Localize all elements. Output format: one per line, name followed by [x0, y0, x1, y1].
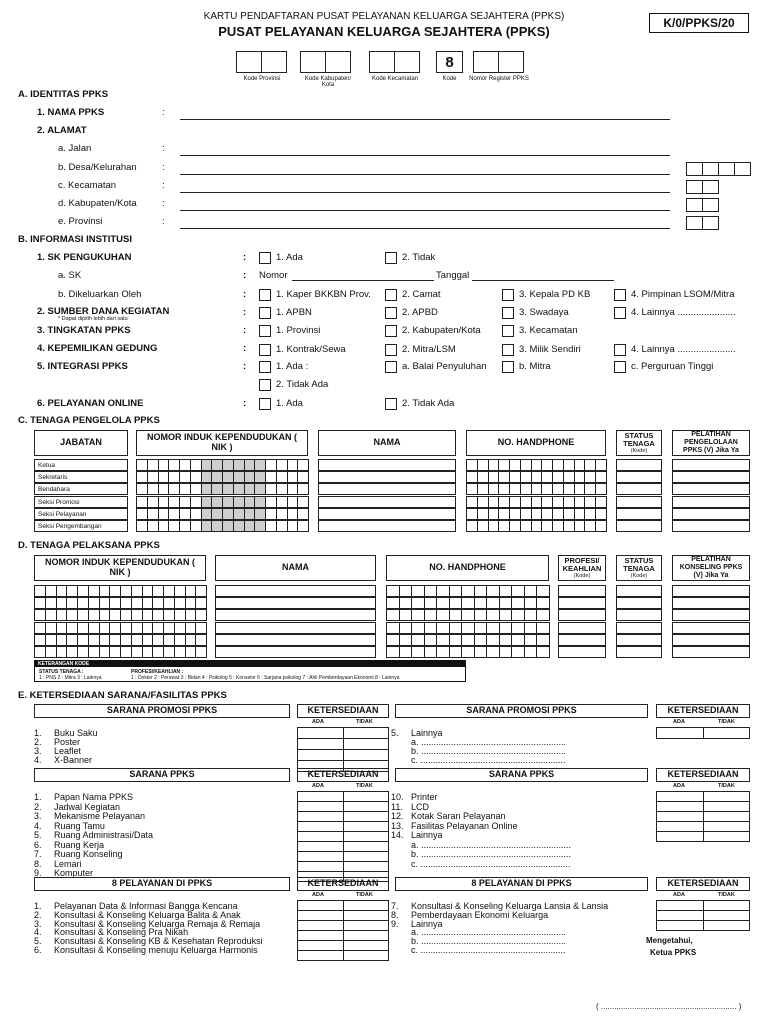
- e-item-number: 9.: [391, 918, 399, 929]
- tingkatan-kabupaten-label: 2. Kabupaten/Kota: [402, 325, 481, 336]
- tidak-label: TIDAK: [356, 783, 373, 789]
- integrasi-ada-checkbox[interactable]: [259, 361, 271, 373]
- integrasi-balai-checkbox[interactable]: [385, 361, 397, 373]
- e-item-label: Konsultasi & Konseling KB & Kesehatan Reproduksi: [54, 936, 263, 947]
- colon: :: [162, 198, 165, 209]
- sumber-swadaya-checkbox[interactable]: [502, 307, 514, 319]
- e-ketersediaan-header: KETERSEDIAAN: [297, 877, 389, 891]
- tingkatan-provinsi-checkbox[interactable]: [259, 325, 271, 337]
- d-row-profesi-input[interactable]: [558, 622, 606, 634]
- c-row-handphone-input[interactable]: [466, 483, 607, 495]
- kepemilikan-kontrak-checkbox[interactable]: [259, 344, 271, 356]
- e-item-label: Jadwal Kegiatan: [54, 801, 121, 812]
- tidak-label: TIDAK: [356, 892, 373, 898]
- d-row-pelatihan-input[interactable]: [672, 609, 750, 621]
- d-header-profesi: PROFESI/ KEAHLIAN (Kode): [558, 555, 606, 581]
- e-item-label: Kotak Saran Pelayanan: [411, 811, 506, 821]
- e-item-label: Konsultasi & Konseling Keluarga Lansia & Lansia: [411, 901, 609, 911]
- d-row-pelatihan-input[interactable]: [672, 634, 750, 646]
- e-item-label: Lainnya: [411, 918, 443, 929]
- d-row-pelatihan-input[interactable]: [672, 646, 750, 658]
- d-header-pelatihan: PELATIHAN KONSELING PPKS (V) Jika Ya: [672, 555, 750, 581]
- sumber-lainnya-label: 4. Lainnya ......................: [631, 307, 736, 318]
- c-row-jabatan: Seksi Promosi: [34, 496, 128, 508]
- c-row-pelatihan-input[interactable]: [672, 520, 750, 532]
- d-row-profesi-input[interactable]: [558, 646, 606, 658]
- c-row-nama-input[interactable]: [318, 508, 456, 520]
- e-item-label: Papan Nama PPKS: [54, 792, 134, 802]
- e-item-label: Konsultasi & Konseling Pra Nikah: [54, 927, 189, 938]
- c-row-nik-input[interactable]: [136, 508, 309, 520]
- ada-label: ADA: [673, 892, 685, 898]
- d-row-nik-input[interactable]: [34, 597, 207, 609]
- c-header-pelatihan: PELATIHAN PENGELOLAAN PPKS (V) Jika Ya: [672, 430, 750, 456]
- c-row-nama-input[interactable]: [318, 471, 456, 483]
- c-row-status-input[interactable]: [616, 508, 662, 520]
- e-sarana-header-right: SARANA PPKS: [395, 768, 648, 782]
- tingkatan-provinsi-label: 1. Provinsi: [276, 325, 321, 336]
- e-ketersediaan-header: KETERSEDIAAN: [656, 704, 750, 718]
- d-row-status-input[interactable]: [616, 646, 662, 658]
- sumber-apbd-checkbox[interactable]: [385, 307, 397, 319]
- d-row-nama-input[interactable]: [215, 609, 376, 621]
- c-row-jabatan: Ketua: [34, 459, 128, 471]
- tidak-cell[interactable]: [343, 950, 390, 961]
- kabupaten-field[interactable]: [180, 210, 670, 211]
- tidak-label: TIDAK: [718, 892, 735, 898]
- e-item-label: Ruang Konseling: [54, 849, 123, 859]
- e-item-number: 8.: [34, 858, 42, 869]
- integrasi-tidak-checkbox[interactable]: [259, 379, 271, 391]
- label-kode-provinsi: Kode Provinsi: [243, 76, 281, 82]
- nama-ppks-field[interactable]: [180, 119, 670, 120]
- tingkatan-label: 3. TINGKATAN PPKS: [37, 325, 131, 336]
- ada-label: ADA: [312, 783, 324, 789]
- e-item-number: 5.: [391, 728, 399, 738]
- e-item-label: Printer: [411, 792, 438, 802]
- e-availability-grid[interactable]: [297, 901, 389, 961]
- ada-cell[interactable]: [656, 727, 704, 739]
- e-item-other[interactable]: a. ..........................................................: [411, 737, 567, 747]
- dikeluarkan-kaper-label: 1. Kaper BKKBN Prov.: [276, 289, 371, 300]
- colon: :: [243, 398, 247, 409]
- section-b-title: B. INFORMASI INSTITUSI: [18, 234, 132, 245]
- d-row-handphone-input[interactable]: [386, 622, 550, 634]
- tidak-label: TIDAK: [718, 783, 735, 789]
- e-item-other[interactable]: c. ............................................................: [411, 858, 571, 869]
- e-item-label: Pemberdayaan Ekonomi Keluarga: [411, 909, 549, 920]
- sk-ada-checkbox[interactable]: [259, 252, 271, 264]
- online-ada-label: 1. Ada: [276, 398, 303, 409]
- online-ada-checkbox[interactable]: [259, 398, 271, 410]
- e-item-label: Leaflet: [54, 746, 82, 756]
- e-availability-grid[interactable]: [656, 792, 750, 842]
- e-item-number: 11.: [391, 801, 403, 812]
- e-item-number: 1.: [34, 901, 42, 911]
- signature-line[interactable]: ( ............................................................. ): [596, 1002, 742, 1011]
- legend-status: 1 : PNS 2 : Mitra 3 : Lainnya: [39, 675, 102, 681]
- e-item-label: Ruang Tamu: [54, 820, 105, 831]
- d-row-pelatihan-input[interactable]: [672, 597, 750, 609]
- e-item-label: Fasilitas Pelayanan Online: [411, 820, 518, 831]
- integrasi-balai-label: a. Balai Penyuluhan: [402, 361, 487, 372]
- kepemilikan-lainnya-checkbox[interactable]: [614, 344, 626, 356]
- d-header-handphone: NO. HANDPHONE: [386, 555, 549, 581]
- dikeluarkan-camat-label: 2. Camat: [402, 289, 441, 300]
- colon: :: [243, 307, 247, 318]
- colon: :: [162, 162, 165, 173]
- d-row-nama-input[interactable]: [215, 597, 376, 609]
- d-header-status: STATUS TENAGA (Kode): [616, 555, 662, 581]
- e-promosi-header-left: SARANA PROMOSI PPKS: [34, 704, 290, 718]
- kepemilikan-mitra-label: 2. Mitra/LSM: [402, 344, 456, 355]
- sumber-lainnya-checkbox[interactable]: [614, 307, 626, 319]
- c-row-handphone-input[interactable]: [466, 471, 607, 483]
- ada-cell[interactable]: [656, 920, 704, 931]
- c-row-pelatihan-input[interactable]: [672, 471, 750, 483]
- d-row-status-input[interactable]: [616, 622, 662, 634]
- c-header-jabatan: JABATAN: [34, 430, 128, 456]
- nomor-field[interactable]: [292, 280, 434, 281]
- e-item-other[interactable]: c. ..........................................................: [411, 945, 566, 955]
- ada-label: ADA: [312, 719, 324, 725]
- sk-tidak-label: 2. Tidak: [402, 252, 436, 263]
- e-item-number: 3.: [34, 746, 42, 756]
- sumber-apbn-label: 1. APBN: [276, 307, 312, 318]
- c-row-nik-input[interactable]: [136, 459, 309, 471]
- e-item-label: Konsultasi & Konseling Keluarga Balita & Anak: [54, 909, 241, 920]
- integrasi-perguruan-label: c. Perguruan Tinggi: [631, 361, 714, 372]
- colon: :: [243, 325, 247, 336]
- d-row-handphone-input[interactable]: [386, 597, 550, 609]
- c-row-nik-input[interactable]: [136, 471, 309, 483]
- ada-cell[interactable]: [656, 831, 704, 842]
- e-ketersediaan-header: KETERSEDIAAN: [297, 768, 389, 782]
- d-row-nik-input[interactable]: [34, 646, 207, 658]
- e-item-number: 4.: [34, 820, 42, 831]
- e-item-label: Lemari: [54, 858, 82, 869]
- colon: :: [243, 361, 247, 372]
- tingkatan-kecamatan-label: 3. Kecamatan: [519, 325, 578, 336]
- e-item-other[interactable]: a. ..........................................................: [411, 927, 567, 938]
- c-header-nama: NAMA: [318, 430, 456, 456]
- tanggal-label: Tanggal: [436, 270, 470, 281]
- e-ketersediaan-header: KETERSEDIAAN: [656, 768, 750, 782]
- sk-a-label: a. SK: [58, 270, 82, 281]
- e-item-label: Lainnya: [411, 728, 443, 738]
- c-header-status: STATUS TENAGA (Kode): [616, 430, 662, 456]
- desa-label: b. Desa/Kelurahan: [58, 162, 137, 173]
- c-row-pelatihan-input[interactable]: [672, 459, 750, 471]
- e-item-number: 5.: [34, 830, 42, 840]
- tingkatan-kabupaten-checkbox[interactable]: [385, 325, 397, 337]
- label-nomor-register: Nomor Register PPKS: [469, 76, 529, 82]
- label-kode: Kode: [442, 76, 457, 82]
- section-d-title: D. TENAGA PELAKSANA PPKS: [18, 540, 160, 551]
- c-row-jabatan: Bendahara: [34, 483, 128, 495]
- sumber-apbd-label: 2. APBD: [402, 307, 438, 318]
- integrasi-ada-label: 1. Ada :: [276, 361, 309, 372]
- label-kode-kecamatan: Kode Kecamatan: [371, 76, 419, 82]
- c-row-handphone-input[interactable]: [466, 496, 607, 508]
- colon: :: [243, 252, 247, 263]
- section-a-title: A. IDENTITAS PPKS: [18, 89, 109, 100]
- dikeluarkan-kepala-checkbox[interactable]: [502, 289, 514, 301]
- d-row-nama-input[interactable]: [215, 622, 376, 634]
- d-header-nama: NAMA: [215, 555, 376, 581]
- d-row-handphone-input[interactable]: [386, 646, 550, 658]
- dikeluarkan-pimpinan-checkbox[interactable]: [614, 289, 626, 301]
- e-item-number: 13.: [391, 820, 404, 831]
- e-item-other[interactable]: c. ..........................................................: [411, 755, 566, 765]
- online-tidak-checkbox[interactable]: [385, 398, 397, 410]
- jalan-field[interactable]: [180, 155, 670, 156]
- e-item-number: 10.: [391, 792, 404, 802]
- desa-field[interactable]: [180, 174, 670, 175]
- c-row-nama-input[interactable]: [318, 520, 456, 532]
- c-row-nama-input[interactable]: [318, 459, 456, 471]
- e-ketersediaan-header: KETERSEDIAAN: [656, 877, 750, 891]
- nama-ppks-label: 1. NAMA PPKS: [37, 107, 105, 118]
- form-main-title: PUSAT PELAYANAN KELUARGA SEJAHTERA (PPKS): [218, 24, 550, 39]
- integrasi-label: 5. INTEGRASI PPKS: [37, 361, 128, 372]
- sumber-swadaya-label: 3. Swadaya: [519, 307, 569, 318]
- d-row-status-input[interactable]: [616, 597, 662, 609]
- d-row-profesi-input[interactable]: [558, 634, 606, 646]
- c-row-jabatan: Sekretaris: [34, 471, 128, 483]
- e-availability-grid[interactable]: [656, 901, 750, 931]
- d-row-status-input[interactable]: [616, 634, 662, 646]
- e-item-label: Buku Saku: [54, 728, 98, 738]
- label-kode-kabupaten: Kode Kabupaten/ Kota: [304, 76, 352, 88]
- colon: :: [162, 107, 165, 118]
- e-item-label: Komputer: [54, 868, 94, 878]
- colon: :: [162, 180, 165, 191]
- e-ketersediaan-header: KETERSEDIAAN: [297, 704, 389, 718]
- legend-profesi: 1 : Dokter 2 : Perawat 3 : Bidan 4 : Psikolog 5 : Konselor 6 : Sarjana psikolog 7 : Ahli Pemberdayaan Ekonomi 8 : Lainnya: [131, 675, 400, 681]
- c-row-handphone-input[interactable]: [466, 508, 607, 520]
- e-item-number: 2.: [34, 737, 42, 747]
- e-item-number: 12.: [391, 811, 404, 821]
- e-item-label: Mekanisme Pelayanan: [54, 811, 146, 821]
- d-row-nik-input[interactable]: [34, 585, 207, 597]
- e-item-number: 5.: [34, 936, 42, 947]
- section-c-title: C. TENAGA PENGELOLA PPKS: [18, 415, 160, 426]
- dikeluarkan-pimpinan-label: 4. Pimpinan LSOM/Mitra: [631, 289, 735, 300]
- colon: :: [243, 289, 247, 300]
- sk-b-label: b. Dikeluarkan Oleh: [58, 289, 142, 300]
- e-item-label: Poster: [54, 737, 81, 747]
- e-item-number: 7.: [391, 901, 399, 911]
- legend-profesi-label: PROFESI/KEAHLIAN :: [131, 669, 184, 675]
- legend-box: [34, 660, 466, 682]
- c-header-handphone: NO. HANDPHONE: [466, 430, 606, 456]
- c-row-nik-input[interactable]: [136, 520, 309, 532]
- c-row-nama-input[interactable]: [318, 483, 456, 495]
- e-item-number: 2.: [34, 801, 42, 812]
- e-item-number: 1.: [34, 728, 42, 738]
- colon: :: [243, 343, 247, 354]
- e-item-number: 4.: [34, 927, 42, 938]
- e-item-number: 3.: [34, 918, 42, 929]
- integrasi-tidak-label: 2. Tidak Ada: [276, 379, 329, 390]
- e-item-number: 6.: [34, 839, 42, 850]
- e-item-label: X-Banner: [54, 755, 93, 765]
- c-row-pelatihan-input[interactable]: [672, 508, 750, 520]
- kepemilikan-label: 4. KEPEMILIKAN GEDUNG: [37, 343, 158, 354]
- d-row-nama-input[interactable]: [215, 646, 376, 658]
- c-row-status-input[interactable]: [616, 483, 662, 495]
- d-row-handphone-input[interactable]: [386, 609, 550, 621]
- d-row-nama-input[interactable]: [215, 634, 376, 646]
- e-item-number: 1.: [34, 792, 42, 802]
- e-availability-grid[interactable]: [297, 728, 389, 772]
- c-row-status-input[interactable]: [616, 471, 662, 483]
- tidak-cell[interactable]: [703, 831, 751, 842]
- e-item-other[interactable]: b. ..........................................................: [411, 746, 567, 756]
- integrasi-mitra-label: b. Mitra: [519, 361, 551, 372]
- jalan-label: a. Jalan: [58, 143, 92, 154]
- e-item-number: 6.: [34, 945, 42, 955]
- e-item-other[interactable]: b. ............................................................: [411, 849, 572, 859]
- c-row-nik-input[interactable]: [136, 483, 309, 495]
- tidak-label: TIDAK: [718, 719, 735, 725]
- sumber-dana-label: 2. SUMBER DANA KEGIATAN: [37, 306, 170, 317]
- d-row-pelatihan-input[interactable]: [672, 585, 750, 597]
- d-row-nama-input[interactable]: [215, 585, 376, 597]
- tidak-cell[interactable]: [703, 920, 751, 931]
- online-label: 6. PELAYANAN ONLINE: [37, 398, 144, 409]
- d-row-status-input[interactable]: [616, 585, 662, 597]
- legend-title: KETERANGAN KODE: [35, 661, 465, 667]
- nomor-label: Nomor: [259, 270, 288, 281]
- colon: :: [243, 270, 247, 281]
- d-row-handphone-input[interactable]: [386, 585, 550, 597]
- tidak-cell[interactable]: [703, 727, 751, 739]
- kepemilikan-lainnya-label: 4. Lainnya ......................: [631, 344, 736, 355]
- kode-box: 8: [436, 51, 463, 73]
- e-item-other[interactable]: b. ..........................................................: [411, 936, 567, 947]
- sumber-apbn-checkbox[interactable]: [259, 307, 271, 319]
- e-pelayanan-header-right: 8 PELAYANAN DI PPKS: [395, 877, 648, 891]
- c-row-jabatan: Seksi Pelayanan: [34, 508, 128, 520]
- ada-label: ADA: [673, 783, 685, 789]
- sk-tidak-checkbox[interactable]: [385, 252, 397, 264]
- sumber-dana-note: * Dapat dipilih lebih dari satu: [58, 316, 128, 322]
- kepemilikan-milik-checkbox[interactable]: [502, 344, 514, 356]
- d-row-status-input[interactable]: [616, 609, 662, 621]
- ketua-label: Ketua PPKS: [650, 948, 697, 957]
- c-row-handphone-input[interactable]: [466, 459, 607, 471]
- integrasi-perguruan-checkbox[interactable]: [614, 361, 626, 373]
- d-header-nik: NOMOR INDUK KEPENDUDUKAN ( NIK ): [34, 555, 206, 581]
- c-row-jabatan: Seksi Pengembangan: [34, 520, 128, 532]
- c-row-status-input[interactable]: [616, 520, 662, 532]
- d-row-profesi-input[interactable]: [558, 585, 606, 597]
- e-pelayanan-header-left: 8 PELAYANAN DI PPKS: [34, 877, 290, 891]
- e-availability-grid[interactable]: [297, 792, 389, 882]
- dikeluarkan-camat-checkbox[interactable]: [385, 289, 397, 301]
- e-item-label: Konsultasi & Konseling Keluarga Remaja & Remaja: [54, 918, 261, 929]
- d-row-nik-input[interactable]: [34, 634, 207, 646]
- dikeluarkan-kepala-label: 3. Kepala PD KB: [519, 289, 591, 300]
- mengetahui-label: Mengetahui,: [646, 936, 693, 945]
- provinsi-field[interactable]: [180, 228, 670, 229]
- kepemilikan-mitra-checkbox[interactable]: [385, 344, 397, 356]
- c-row-status-input[interactable]: [616, 459, 662, 471]
- e-item-label: LCD: [411, 801, 430, 812]
- colon: :: [162, 143, 165, 154]
- kepemilikan-milik-label: 3. Milik Sendiri: [519, 344, 581, 355]
- integrasi-mitra-checkbox[interactable]: [502, 361, 514, 373]
- d-row-handphone-input[interactable]: [386, 634, 550, 646]
- ada-cell[interactable]: [297, 950, 344, 961]
- e-item-label: Pelayanan Data & Informasi Bangga Kencana: [54, 901, 238, 911]
- e-item-label: Ruang Administrasi/Data: [54, 830, 154, 840]
- e-promosi-header-right: SARANA PROMOSI PPKS: [395, 704, 648, 718]
- d-row-profesi-input[interactable]: [558, 609, 606, 621]
- d-row-nik-input[interactable]: [34, 609, 207, 621]
- e-item-label: Lainnya: [411, 830, 443, 840]
- section-e-title: E. KETERSEDIAAN SARANA/FASILITAS PPKS: [18, 690, 227, 701]
- e-availability-grid[interactable]: [656, 728, 750, 739]
- d-row-profesi-input[interactable]: [558, 597, 606, 609]
- form-top-title: KARTU PENDAFTARAN PUSAT PELAYANAN KELUARGA SEJAHTERA (PPKS): [203, 11, 565, 22]
- e-item-number: 7.: [34, 849, 42, 859]
- sk-ada-label: 1. Ada: [276, 252, 303, 263]
- e-item-number: 9.: [34, 868, 42, 878]
- e-item-number: 4.: [34, 755, 42, 765]
- e-item-number: 3.: [34, 811, 42, 821]
- kepemilikan-kontrak-label: 1. Kontrak/Sewa: [276, 344, 346, 355]
- tanggal-field[interactable]: [472, 280, 614, 281]
- d-row-pelatihan-input[interactable]: [672, 622, 750, 634]
- c-row-nik-input[interactable]: [136, 496, 309, 508]
- c-header-nik: NOMOR INDUK KEPENDUDUKAN ( NIK ): [136, 430, 308, 456]
- kecamatan-field[interactable]: [180, 192, 670, 193]
- tingkatan-kecamatan-checkbox[interactable]: [502, 325, 514, 337]
- c-row-pelatihan-input[interactable]: [672, 483, 750, 495]
- ada-label: ADA: [312, 892, 324, 898]
- c-row-pelatihan-input[interactable]: [672, 496, 750, 508]
- kabupaten-label: d. Kabupaten/Kota: [58, 198, 137, 209]
- e-item-label: Ruang Kerja: [54, 839, 105, 850]
- kecamatan-label: c. Kecamatan: [58, 180, 117, 191]
- dikeluarkan-kaper-checkbox[interactable]: [259, 289, 271, 301]
- form-code: K/0/PPKS/20: [649, 13, 749, 33]
- alamat-label: 2. ALAMAT: [37, 125, 87, 136]
- e-item-label: Konsultasi & Konseling menuju Keluarga Harmonis: [54, 945, 258, 955]
- c-row-handphone-input[interactable]: [466, 520, 607, 532]
- c-row-nama-input[interactable]: [318, 496, 456, 508]
- colon: :: [162, 216, 165, 227]
- online-tidak-label: 2. Tidak Ada: [402, 398, 455, 409]
- provinsi-label: e. Provinsi: [58, 216, 103, 227]
- e-item-number: 2.: [34, 909, 42, 920]
- e-item-other[interactable]: a. ............................................................: [411, 839, 572, 850]
- e-sarana-header-left: SARANA PPKS: [34, 768, 290, 782]
- tidak-label: TIDAK: [356, 719, 373, 725]
- sk-pengukuhan-label: 1. SK PENGUKUHAN: [37, 252, 132, 263]
- ada-label: ADA: [673, 719, 685, 725]
- legend-status-label: STATUS TENAGA :: [39, 669, 84, 675]
- e-item-number: 8.: [391, 909, 399, 920]
- e-item-number: 14.: [391, 830, 404, 840]
- c-row-status-input[interactable]: [616, 496, 662, 508]
- d-row-nik-input[interactable]: [34, 622, 207, 634]
